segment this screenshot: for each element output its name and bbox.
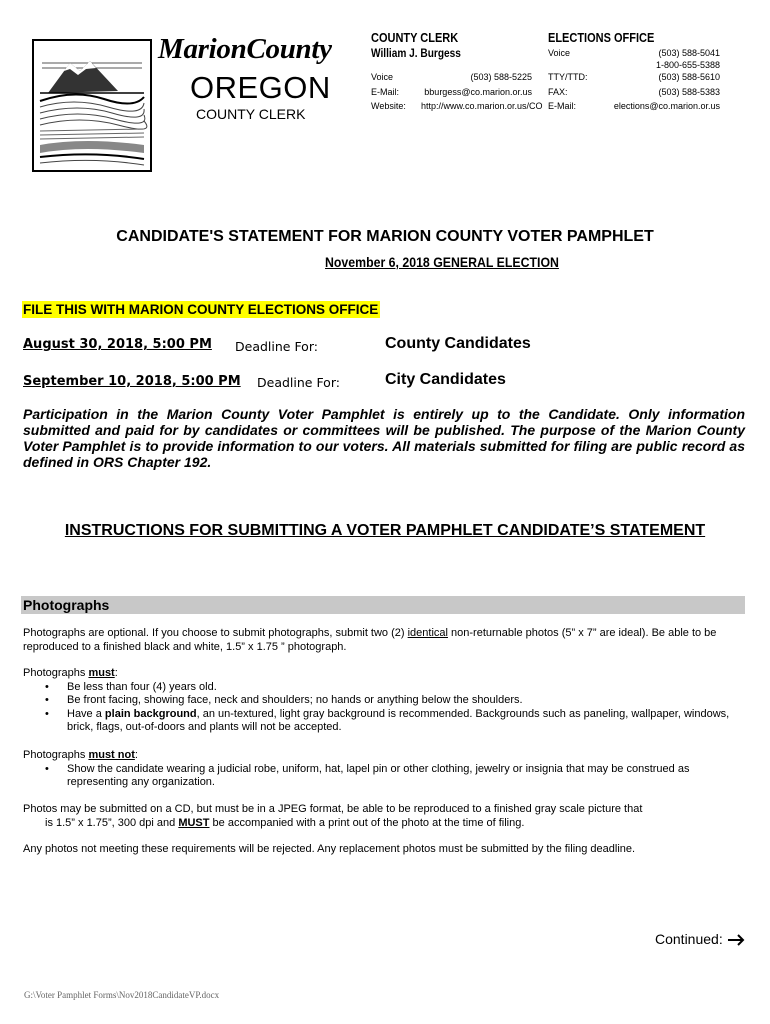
participation-paragraph: Participation in the Marion County Voter Pamphlet is entirely up to the Candidate. Only information submitted and paid for by candidates or committees will be published. The purpose of the Marion County Voter Pamphlet is to provide information to our voters. All materials submitted for filing are public record as defined in ORS Chapter 192. — [23, 406, 745, 470]
must-heading — [23, 667, 745, 681]
county-clerk-heading: COUNTY CLERK — [371, 31, 459, 45]
must-suffix: : — [114, 667, 118, 679]
deadline-type-city: City Candidates — [385, 371, 506, 388]
elections-email-value[interactable]: elections@co.marion.or.us — [613, 101, 720, 111]
elections-email-label: E-Mail: — [548, 101, 577, 111]
clerk-website-label: Website: — [371, 101, 406, 111]
list-item-text: Have a — [67, 707, 105, 720]
elections-fax-label: FAX: — [548, 87, 568, 97]
photographs-heading: Photographs — [23, 597, 110, 613]
deadline-date-county: August 30, 2018, 5:00 PM — [23, 337, 212, 352]
list-item-text: Be front facing, showing face, neck and shoulders; no hands or anything below the shoulders. — [67, 694, 523, 706]
brand-name: MarionCounty — [158, 33, 332, 65]
deadline-label-city: Deadline For: — [257, 375, 340, 390]
elections-tollfree-value: 1-800-655-5388 — [655, 60, 720, 70]
arrow-right-icon — [727, 934, 745, 946]
must-not-word: must not — [88, 749, 135, 761]
list-item — [23, 763, 745, 790]
cd-text-line-1: Photos may be submitted on a CD, but must be in a JPEG format, be able to be reproduced to a finished gray scale picture that — [23, 803, 643, 815]
cd-text-post: be accompanied with a print out of the photo at the time of filing. — [209, 816, 525, 829]
elections-tty-value: (503) 588-5610 — [658, 72, 720, 82]
footer-file-path: G:\Voter Pamphlet Forms\Nov2018CandidateVP.docx — [24, 990, 220, 1000]
list-item — [23, 708, 745, 735]
cd-text-line-2 — [23, 817, 745, 831]
clerk-website-value[interactable]: http://www.co.marion.or.us/CO — [421, 101, 543, 111]
bullet-icon: • — [45, 694, 49, 706]
must-not-suffix: : — [134, 749, 138, 761]
cd-text-pre: is 1.5” x 1.75”, 300 dpi and — [45, 816, 179, 829]
must-not-prefix: Photographs — [23, 749, 89, 761]
list-item-text: Show the candidate wearing a judicial robe, uniform, hat, lapel pin or other clothing, jewelry or insignia that may be construed as representing any organization. — [67, 762, 690, 788]
deadline-date-city: September 10, 2018, 5:00 PM — [23, 374, 241, 389]
elections-voice-label: Voice — [548, 48, 571, 58]
clerk-voice-label: Voice — [371, 72, 394, 82]
elections-tty-label: TTY/TTD: — [548, 72, 588, 82]
deadline-label-county: Deadline For: — [235, 339, 318, 354]
cd-paragraph — [23, 803, 745, 830]
elections-fax-value: (503) 588-5383 — [658, 87, 720, 97]
clerk-voice-value: (503) 588-5225 — [470, 72, 532, 82]
must-word: must — [88, 667, 115, 679]
must-prefix: Photographs — [23, 667, 89, 679]
document-title: CANDIDATE'S STATEMENT FOR MARION COUNTY VOTER PAMPHLET — [116, 228, 654, 245]
clerk-email-label: E-Mail: — [371, 87, 400, 97]
section-bar — [21, 596, 745, 614]
must-not-block — [23, 749, 745, 790]
continued-label: Continued: — [655, 931, 723, 947]
list-item-text: Be less than four (4) years old. — [67, 680, 217, 693]
intro-identical: identical — [407, 627, 448, 639]
photographs-intro — [23, 627, 745, 654]
must-not-list — [23, 763, 745, 790]
bullet-icon: • — [45, 680, 49, 693]
election-subtitle: November 6, 2018 GENERAL ELECTION — [325, 254, 559, 270]
continued-indicator — [655, 931, 745, 947]
must-not-heading — [23, 749, 745, 763]
clerk-email-value[interactable]: bburgess@co.marion.or.us — [424, 87, 532, 97]
intro-text-a: Photographs are optional. If you choose to submit photographs, submit two (2) — [23, 627, 408, 639]
must-block — [23, 667, 745, 735]
mountain-landscape-icon — [34, 41, 150, 170]
list-item — [23, 694, 745, 708]
cd-must-emphasis: MUST — [178, 816, 210, 829]
reject-paragraph: Any photos not meeting these requirements will be rejected. Any replacement photos must be submitted by the filing deadline. — [23, 843, 636, 855]
deadline-type-county: County Candidates — [385, 335, 531, 352]
must-list — [23, 681, 745, 735]
bullet-icon: • — [45, 707, 49, 720]
list-item-text: , an un-textured, light gray background is recommended. Backgrounds such as paneling, wallpaper, windows, brick, flags, out-of-doors and plants will not be accepted. — [67, 707, 730, 733]
brand-state: OREGON — [190, 70, 331, 105]
file-banner: FILE THIS WITH MARION COUNTY ELECTIONS OFFICE — [23, 302, 379, 317]
list-item — [23, 681, 745, 695]
brand-office: COUNTY CLERK — [196, 106, 306, 122]
elections-office-heading: ELECTIONS OFFICE — [548, 31, 655, 45]
instructions-title: INSTRUCTIONS FOR SUBMITTING A VOTER PAMPHLET CANDIDATE’S STATEMENT — [64, 522, 706, 539]
county-logo — [32, 39, 152, 172]
plain-background-emphasis: plain background — [104, 707, 197, 720]
county-clerk-name: William J. Burgess — [371, 48, 461, 60]
bullet-icon: • — [45, 762, 49, 775]
elections-voice-value: (503) 588-5041 — [658, 48, 720, 58]
intro-text-b: non-returnable photos (5” x 7” are ideal). Be able to be reproduced to a finished black and white, 1.5” x 1.75 ” photograph. — [23, 627, 717, 653]
